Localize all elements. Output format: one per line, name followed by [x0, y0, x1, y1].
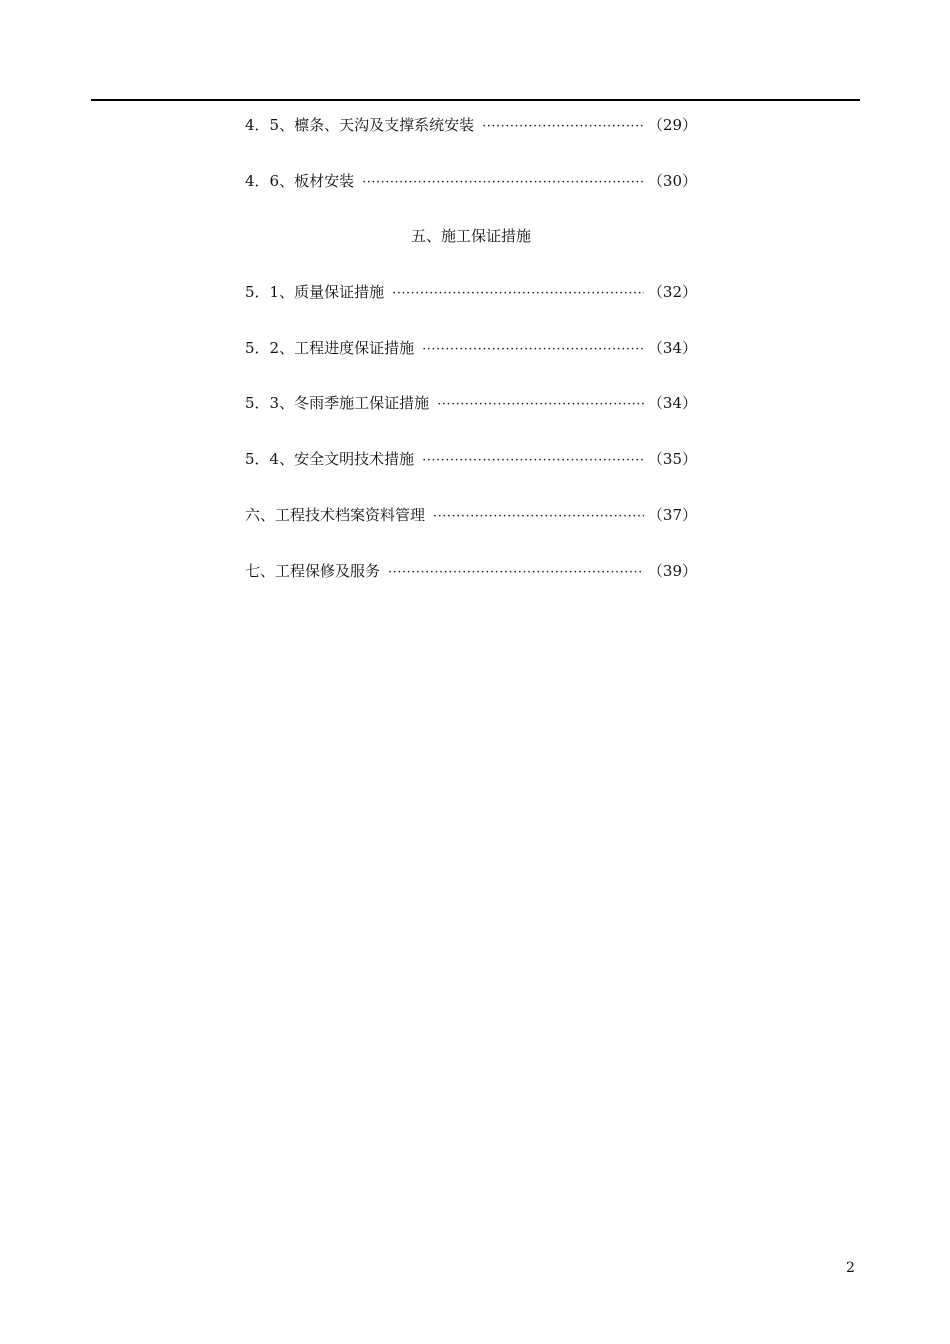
toc-dot-leader — [422, 338, 644, 362]
toc-entry[interactable] — [245, 280, 697, 336]
toc-dot-leader — [422, 449, 644, 473]
toc-entry-page: （30） — [647, 171, 697, 190]
toc-entry[interactable] — [245, 336, 697, 392]
toc-entry-page: （29） — [647, 116, 697, 134]
toc-entry-page: （34） — [647, 338, 697, 357]
page-number: 2 — [846, 1260, 855, 1276]
toc-entry[interactable] — [245, 559, 697, 615]
toc-entry-label: 5．2、工程进度保证措施 — [245, 338, 415, 357]
toc-entry-label: 4．5、檩条、天沟及支撑系统安装 — [245, 116, 475, 134]
toc-entry[interactable] — [245, 447, 697, 503]
toc-entry-label: 六、工程技术档案资料管理 — [245, 505, 426, 524]
toc-entry-page: （37） — [647, 505, 697, 524]
toc-dot-leader — [437, 393, 644, 417]
toc-entry-label: 5．1、质量保证措施 — [245, 283, 385, 302]
toc-entry-label: 5．3、冬雨季施工保证措施 — [245, 394, 430, 413]
toc-section-heading-label: 五、施工保证措施 — [410, 227, 531, 246]
toc-entry[interactable] — [245, 169, 697, 225]
toc-dot-leader — [482, 115, 644, 139]
toc-dot-leader — [433, 505, 644, 529]
header-rule — [91, 99, 860, 101]
toc-entry-label: 4．6、板材安装 — [245, 171, 355, 190]
toc-section-heading[interactable] — [245, 224, 697, 280]
toc-entry[interactable] — [245, 113, 697, 169]
toc-entry-page: （32） — [647, 283, 697, 302]
toc-entry[interactable] — [245, 391, 697, 447]
toc-entry-page: （35） — [647, 450, 697, 469]
toc-entry-label: 5．4、安全文明技术措施 — [245, 450, 415, 469]
toc-entry-page: （39） — [647, 561, 697, 580]
toc-entry[interactable] — [245, 503, 697, 559]
toc-entry-page: （34） — [647, 394, 697, 413]
toc-dot-leader — [392, 282, 644, 306]
toc-entry-label: 七、工程保修及服务 — [245, 561, 381, 580]
table-of-contents — [245, 113, 697, 614]
toc-dot-leader — [362, 171, 644, 195]
toc-dot-leader — [388, 561, 644, 585]
